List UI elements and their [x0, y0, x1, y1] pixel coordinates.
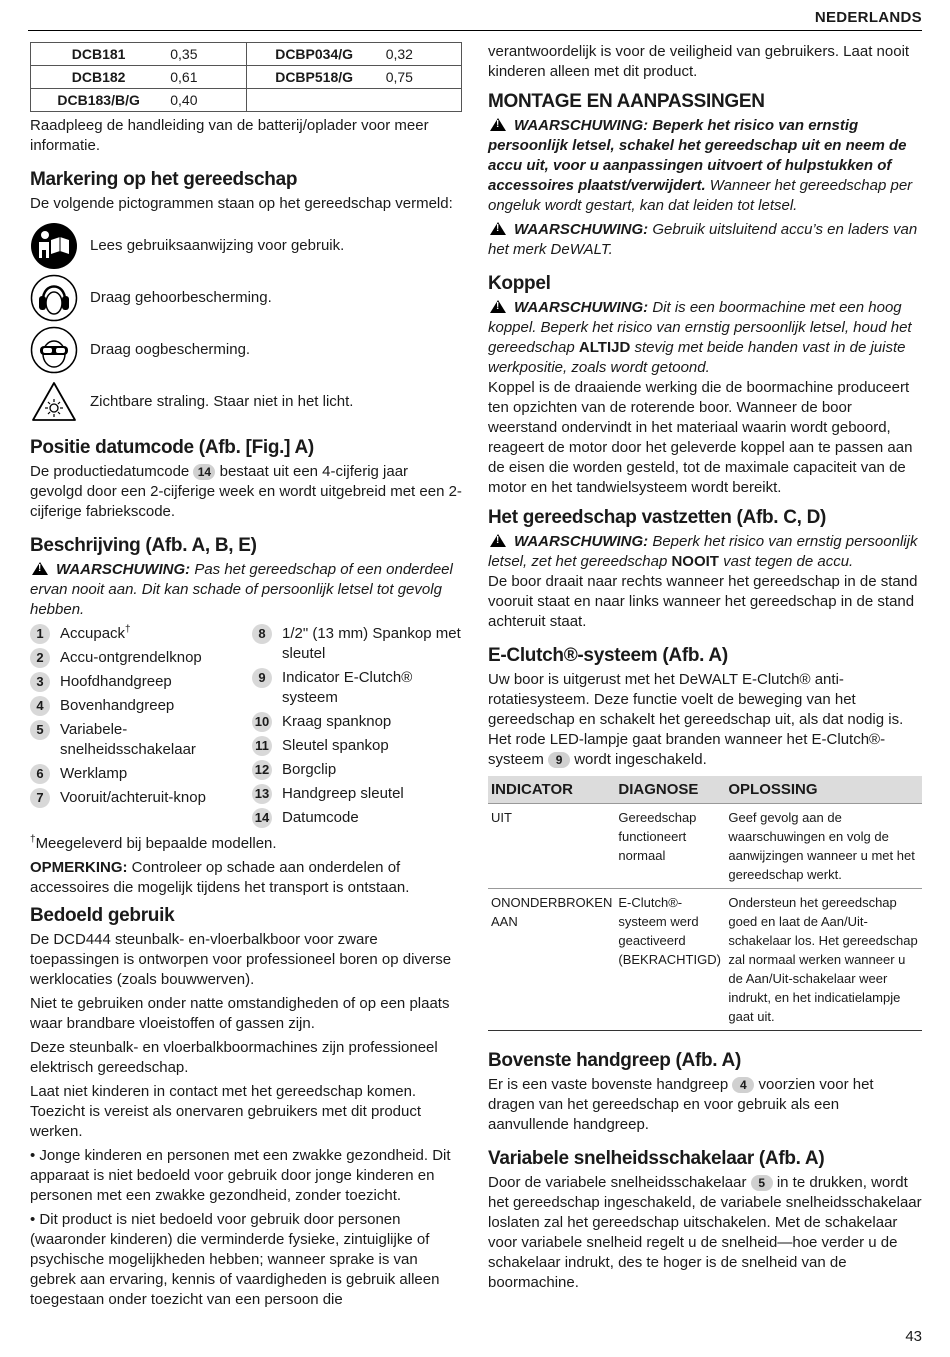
- part-label: Variabele-snelheidsschakelaar: [60, 721, 196, 758]
- picto-manual: [30, 220, 462, 272]
- list-item: [30, 696, 252, 716]
- list-item: [30, 720, 252, 760]
- marking-title: Markering op het gereedschap: [30, 169, 298, 190]
- part-label: Vooruit/achteruit-knop: [60, 789, 206, 806]
- list-item: [30, 672, 252, 692]
- col-header-indicator: INDICATOR: [488, 776, 615, 804]
- part-number: 10: [252, 712, 272, 732]
- speed-switch-text: Door de variabele snelheidsschakelaar 5 in te drukken, wordt het gereedschap ingeschakeld, de variabele snelheidsschakelaar loslaten zal het gereedschap uitschakelen. Met de schakelaar voor variabele snelheid regelt u de snelheid—hoe verder u de schakelaar indrukt, des te hoger is de snelheid van de boormachine.: [488, 1174, 922, 1291]
- assembly-warning-2: !WAARSCHUWING: Gebruik uitsluitend accu’s en laders van het merk DeWALT.: [488, 220, 922, 260]
- table-row: DCB183/B/G 0,40: [31, 89, 462, 112]
- battery-weight-table: [30, 42, 462, 112]
- warning-icon: [490, 222, 506, 235]
- part-number: 3: [30, 672, 50, 692]
- col-header-solution: OPLOSSING: [725, 776, 922, 804]
- part-number: 6: [30, 764, 50, 784]
- use-p2: Niet te gebruiken onder natte omstandigheden of op een plaats waar brandbare vloeistoffen of gassen zijn.: [30, 995, 450, 1032]
- use-p1: De DCD444 steunbalk- en-vloerbalkboor voor zware toepassingen is ontworpen voor professioneel boren op diverse werklocaties (zoals bouwwerven).: [30, 931, 452, 988]
- warning-icon: [490, 118, 506, 131]
- list-item: [252, 736, 462, 756]
- picto-text: Draag oogbescherming.: [90, 341, 251, 358]
- footnote: †Meegeleverd bij bepaalde modellen.: [30, 834, 277, 852]
- torque-title: Koppel: [488, 273, 551, 294]
- note: OPMERKING: Controleer op schade aan onderdelen of accessoires die mogelijk tijdens het transport is ontstaan.: [30, 859, 410, 896]
- description-title: Beschrijving (Afb. A, B, E): [30, 535, 257, 556]
- use-p4: Laat niet kinderen in contact met het gereedschap komen. Toezicht is vereist als onervaren gebruikers met dit product werken.: [30, 1083, 422, 1140]
- picto-text: Lees gebruiksaanwijzing voor gebruik.: [90, 237, 345, 254]
- assembly-title: MONTAGE EN AANPASSINGEN: [488, 91, 765, 112]
- read-manual-icon: [30, 222, 78, 270]
- list-item: [252, 668, 462, 708]
- picto-eye: [30, 324, 462, 376]
- intended-use-title: Bedoeld gebruik: [30, 905, 175, 926]
- visible-radiation-icon: [30, 378, 78, 426]
- warning-icon: [32, 562, 48, 575]
- part-number: 11: [252, 736, 272, 756]
- eye-protection-icon: [30, 326, 78, 374]
- hearing-protection-icon: [30, 274, 78, 322]
- part-label: Werklamp: [60, 765, 128, 782]
- right-column: [488, 42, 922, 1297]
- picto-text: Zichtbare straling. Staar niet in het licht.: [90, 393, 354, 410]
- lock-text: De boor draait naar rechts wanneer het gereedschap in de stand vooruit staat en naar links wanneer het gereedschap in de stand achteruit staat.: [488, 573, 918, 630]
- part-number: 1: [30, 624, 50, 644]
- warning-icon: [490, 300, 506, 313]
- part-number: 13: [252, 784, 272, 804]
- top-handle-title: Bovenste handgreep (Afb. A): [488, 1050, 741, 1071]
- part-number: 4: [30, 696, 50, 716]
- torque-text: Koppel is de draaiende werking die de boormachine produceert ten opzichten van de roterende boor. Wanneer de boor weerstand ondervindt in het materiaal waarin wordt geboord, reageert de motor door het geleverde koppel aan te passen aan de eisen die worden gesteld, tot de maximale capaciteit van de motor en het tandwielsysteem wordt bereikt.: [488, 379, 913, 496]
- part-number: 12: [252, 760, 272, 780]
- lock-warning: !WAARSCHUWING: Beperk het risico van ernstig persoonlijk letsel, zet het gereedschap NOOIT vast tegen de accu.: [488, 532, 922, 572]
- picto-hearing: [30, 272, 462, 324]
- picto-text: Draag gehoorbescherming.: [90, 289, 272, 306]
- part-label: Sleutel spankop: [282, 737, 389, 754]
- col-header-diagnosis: DIAGNOSE: [615, 776, 725, 804]
- list-item: [252, 624, 462, 664]
- callout-9: 9: [548, 752, 570, 768]
- part-number: 9: [252, 668, 272, 688]
- list-item: [252, 808, 462, 828]
- list-item: [252, 784, 462, 804]
- left-column: [30, 42, 462, 1314]
- table-row: UIT Gereedschap functioneert normaal Geef gevolg aan de waarschuwingen en volg de aanwijzingen wanneer u met het gereedschap werkt.: [488, 804, 922, 889]
- lock-title: Het gereedschap vastzetten (Afb. C, D): [488, 507, 827, 528]
- picto-radiation: [30, 376, 462, 428]
- parts-list: [30, 624, 462, 832]
- assembly-warning-1: !WAARSCHUWING: Beperk het risico van ernstig persoonlijk letsel, schakel het gereedschap uit en neem de accu uit, voor u aanpassingen uitvoert of hulpstukken of accessoires plaatst/verwijdert. Wanneer het gereedschap per ongeluk wordt gestart, kan dat leiden tot letsel.: [488, 116, 922, 216]
- description-warning: !WAARSCHUWING: Pas het gereedschap of een onderdeel ervan nooit aan. Dit kan schade of persoonlijk letsel tot gevolg hebben.: [30, 560, 462, 620]
- warning-icon: [490, 534, 506, 547]
- table-row: ONONDERBROKEN AAN E-Clutch®-systeem werd geactiveerd (BEKRACHTIGD) Ondersteun het gereedschap goed en laat de Aan/Uit-schakelaar los. Het gereedschap zal normaal werken wanneer u de Aan/Uit-schakelaar weer indrukt, en het indicatielampje gaat uit.: [488, 889, 922, 1031]
- part-label: Accupack†: [60, 624, 131, 642]
- part-number: 8: [252, 624, 272, 644]
- continued-text: verantwoordelijk is voor de veiligheid van gebruikers. Laat nooit kinderen alleen met dit product.: [488, 43, 910, 80]
- callout-5: 5: [751, 1175, 773, 1191]
- part-label: Hoofdhandgreep: [60, 673, 172, 690]
- indicator-table: [488, 776, 922, 1031]
- use-bullet-2: • Dit product is niet bedoeld voor gebruik door personen (waaronder kinderen) die verminderde fysieke, zintuiglijke of psychische mogelijkheden hebben; wanneer sprake is van gebrek aan ervaring, kennis of vaardigheden is gebruik alleen toegestaan onder toezicht van een persoon die: [30, 1211, 440, 1308]
- top-handle-text: Er is een vaste bovenste handgreep 4 voorzien voor het dragen van het gereedschap en voor gebruik als een aanvullende handgreep.: [488, 1076, 874, 1133]
- part-number: 14: [252, 808, 272, 828]
- list-item: [252, 760, 462, 780]
- consult-text: Raadpleeg de handleiding van de batterij/oplader voor meer informatie.: [30, 117, 429, 154]
- use-p3: Deze steunbalk- en vloerbalkboormachines zijn professioneel elektrisch gereedschap.: [30, 1039, 438, 1076]
- part-number: 7: [30, 788, 50, 808]
- list-item: [30, 624, 252, 644]
- part-number: 5: [30, 720, 50, 740]
- list-item: [30, 764, 252, 784]
- page-number: 43: [905, 1328, 922, 1345]
- part-label: 1/2" (13 mm) Spankop met sleutel: [282, 625, 461, 662]
- table-row: DCB181 0,35 DCBP034/G 0,32: [31, 43, 462, 66]
- part-label: Kraag spanknop: [282, 713, 392, 730]
- table-row: DCB182 0,61 DCBP518/G 0,75: [31, 66, 462, 89]
- part-label: Handgreep sleutel: [282, 785, 404, 802]
- torque-warning: !WAARSCHUWING: Dit is een boormachine met een hoog koppel. Beperk het risico van ernstig persoonlijk letsel, houd het gereedschap ALTIJD stevig met beide handen vast in de juiste werkpositie, zoals wordt getoond.: [488, 298, 922, 378]
- part-label: Accu-ontgrendelknop: [60, 649, 202, 666]
- list-item: [252, 712, 462, 732]
- part-label: Indicator E-Clutch® systeem: [282, 669, 413, 706]
- marking-intro: De volgende pictogrammen staan op het gereedschap vermeld:: [30, 195, 453, 212]
- list-item: [30, 788, 252, 808]
- list-item: [30, 648, 252, 668]
- speed-switch-title: Variabele snelheidsschakelaar (Afb. A): [488, 1148, 825, 1169]
- part-label: Borgclip: [282, 761, 337, 778]
- use-bullet-1: • Jonge kinderen en personen met een zwakke gezondheid. Dit apparaat is niet bedoeld voor gebruik door jonge kinderen en personen met een zwakke gezondheid, zonder toezicht.: [30, 1147, 451, 1204]
- datecode-text: De productiedatumcode 14 bestaat uit een 4-cijferig jaar gevolgd door een 2-cijferige week en wordt uitgebreid met een 2-cijferige fabriekscode.: [30, 463, 462, 520]
- header-language: NEDERLANDS: [814, 9, 922, 26]
- callout-4: 4: [732, 1077, 754, 1093]
- part-label: Bovenhandgreep: [60, 697, 175, 714]
- callout-14: 14: [193, 464, 215, 480]
- header-rule: [28, 30, 922, 31]
- eclutch-text: Uw boor is uitgerust met het DeWALT E-Clutch® anti-rotatiesysteem. Deze functie voelt de beweging van het gereedschap en schakelt het gereedschap uit, als dat nodig is. Het rode LED-lampje gaat branden wanneer het E-Clutch®-systeem 9 wordt ingeschakeld.: [488, 671, 904, 768]
- datecode-title: Positie datumcode (Afb. [Fig.] A): [30, 437, 314, 458]
- eclutch-title: E-Clutch®-systeem (Afb. A): [488, 645, 728, 666]
- part-label: Datumcode: [282, 809, 359, 826]
- part-number: 2: [30, 648, 50, 668]
